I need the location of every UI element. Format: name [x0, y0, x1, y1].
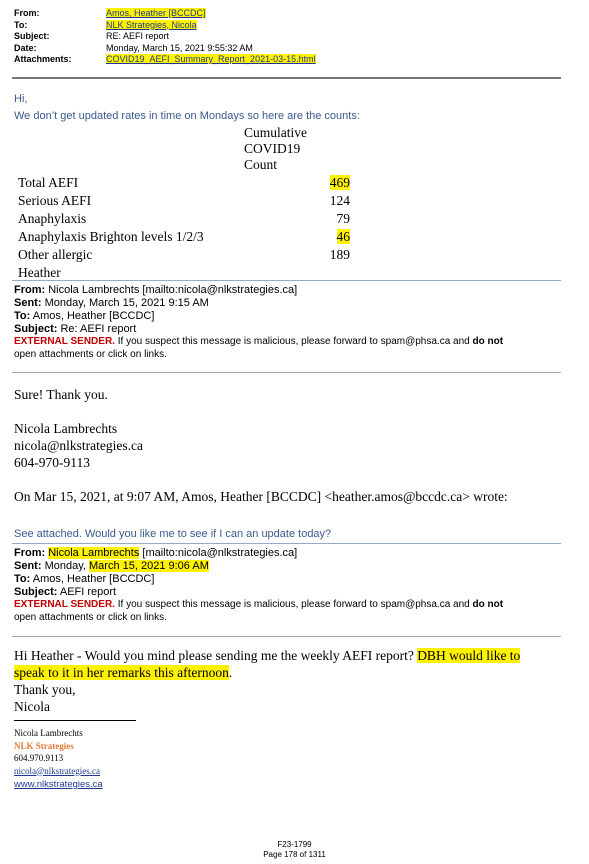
from-value: Nicola Lambrechts [mailto:nicola@nlkstrategies.ca]: [48, 284, 298, 296]
quote-line: On Mar 15, 2021, at 9:07 AM, Amos, Heather [BCCDC] <heather.amos@bccdc.ca> wrote:: [14, 489, 508, 504]
row-label: Anaphylaxis Brighton levels 1/2/3: [18, 229, 204, 244]
table-column-header: [244, 125, 307, 173]
column-header-line-2: COVID19: [244, 141, 301, 156]
header-date-row: [14, 43, 316, 55]
reply-intro-line: We don’t get updated rates in time on Mondays so here are the counts:: [14, 110, 360, 122]
body-line: Sure! Thank you.: [14, 387, 108, 402]
reply-line: See attached. Would you like me to see if I can an update today?: [14, 528, 332, 540]
sent-value: Monday, March 15, 2021 9:15 AM: [44, 297, 209, 309]
subject-value: AEFI report: [59, 586, 117, 598]
row-label: Other allergic: [18, 247, 93, 262]
header-to-label: To:: [14, 19, 28, 30]
to-value: Amos, Heather [BCCDC]: [32, 573, 155, 585]
table-row: [18, 174, 350, 192]
row-label: Serious AEFI: [18, 193, 92, 208]
external-warning-text-2: open attachments or click on links.: [14, 611, 167, 623]
signature-block: [14, 727, 100, 777]
header-to-value[interactable]: NLK Strategies, Nicola: [106, 19, 197, 30]
header-date-value: Monday, March 15, 2021 9:55:32 AM: [106, 42, 253, 53]
attachment-link[interactable]: COVID19_AEFI_Summary_Report_2021-03-15.html: [106, 54, 316, 64]
table-row: [18, 210, 350, 228]
header-from-label: From:: [14, 8, 40, 18]
external-sender-label: EXTERNAL SENDER.: [14, 336, 115, 347]
message-header: [14, 547, 564, 624]
request-period: .: [228, 665, 233, 680]
from-label: From:: [14, 547, 46, 559]
message-body: [14, 386, 508, 505]
signature-phone: 604.970.9113: [14, 753, 64, 763]
signature-email-link[interactable]: nicola@nlkstrategies.ca: [14, 765, 101, 776]
page-footer: [0, 840, 589, 860]
divider: [12, 636, 561, 637]
sig-email: nicola@nlkstrategies.ca: [14, 438, 144, 453]
header-divider: [12, 77, 561, 79]
header-subject-row: [14, 31, 316, 43]
external-warning-text-2: open attachments or click on links.: [14, 348, 167, 360]
row-label: Anaphylaxis: [18, 211, 87, 226]
signature-website-link[interactable]: www.nlkstrategies.ca: [14, 779, 103, 790]
divider: [12, 372, 561, 373]
aefi-counts-table: [18, 174, 350, 282]
request-highlight-2: speak to it in her remarks this afternoon: [14, 665, 229, 680]
from-label: From:: [14, 284, 46, 296]
header-attachments-label: Attachments:: [14, 54, 72, 64]
header-subject-label: Subject:: [14, 31, 50, 41]
sig-phone: 604-970-9113: [14, 455, 90, 470]
header-subject-value: RE: AEFI report: [106, 31, 170, 41]
sent-prefix: Monday,: [44, 560, 89, 572]
footer-reference: F23-1799: [277, 840, 312, 849]
subject-label: Subject:: [14, 586, 58, 598]
to-label: To:: [14, 573, 31, 585]
signoff: Heather: [18, 265, 61, 280]
row-value: 469: [329, 175, 350, 190]
external-warning-text: If you suspect this message is malicious, please forward to spam@phsa.ca and: [114, 599, 473, 610]
header-from-value[interactable]: Amos, Heather [BCCDC]: [106, 8, 206, 18]
from-address: [mailto:nicola@nlkstrategies.ca]: [139, 547, 298, 559]
request-highlight: DBH would like to: [417, 648, 521, 663]
divider: [12, 543, 561, 544]
external-warning-text: If you suspect this message is malicious, please forward to spam@phsa.ca and: [114, 336, 473, 347]
row-label: Total AEFI: [18, 175, 79, 190]
signature-company: NLK Strategies: [14, 740, 74, 751]
header-to-row: [14, 20, 316, 32]
message-header: [14, 284, 564, 361]
sent-label: Sent:: [14, 297, 42, 309]
table-row: [18, 228, 350, 246]
table-row: [18, 192, 350, 210]
row-value: 189: [329, 247, 350, 262]
header-date-label: Date:: [14, 42, 37, 53]
sig-name: Nicola Lambrechts: [14, 421, 118, 436]
header-attachments-row: [14, 54, 316, 66]
subject-label: Subject:: [14, 323, 58, 335]
email-header: [14, 8, 316, 66]
from-name: Nicola Lambrechts: [48, 547, 140, 559]
signature-rule: [14, 720, 136, 721]
divider: [12, 280, 561, 281]
signature-name: Nicola Lambrechts: [14, 728, 83, 738]
to-label: To:: [14, 310, 31, 322]
sent-label: Sent:: [14, 560, 42, 572]
row-value: 46: [336, 229, 350, 244]
external-sender-label: EXTERNAL SENDER.: [14, 599, 115, 610]
message-body: [14, 647, 574, 715]
external-warning-emphasis: do not: [472, 599, 504, 610]
name-line: Nicola: [14, 699, 50, 714]
column-header-line-3: Count: [244, 157, 278, 172]
column-header-line-1: Cumulative: [244, 125, 307, 140]
header-from-row: [14, 8, 316, 20]
page-number: Page 178 of 1311: [263, 850, 326, 859]
request-text: Hi Heather - Would you mind please sending me the weekly AEFI report?: [14, 648, 418, 663]
row-value: 124: [329, 193, 350, 208]
external-warning: [14, 599, 564, 624]
external-warning-emphasis: do not: [472, 336, 504, 347]
external-warning: [14, 336, 564, 361]
thanks-line: Thank you,: [14, 682, 76, 697]
table-row: [18, 246, 350, 264]
to-value: Amos, Heather [BCCDC]: [32, 310, 155, 322]
row-value: 79: [336, 211, 350, 226]
subject-value: Re: AEFI report: [60, 323, 137, 335]
reply-greeting: Hi,: [14, 93, 28, 105]
sent-datetime: March 15, 2021 9:06 AM: [89, 560, 209, 572]
